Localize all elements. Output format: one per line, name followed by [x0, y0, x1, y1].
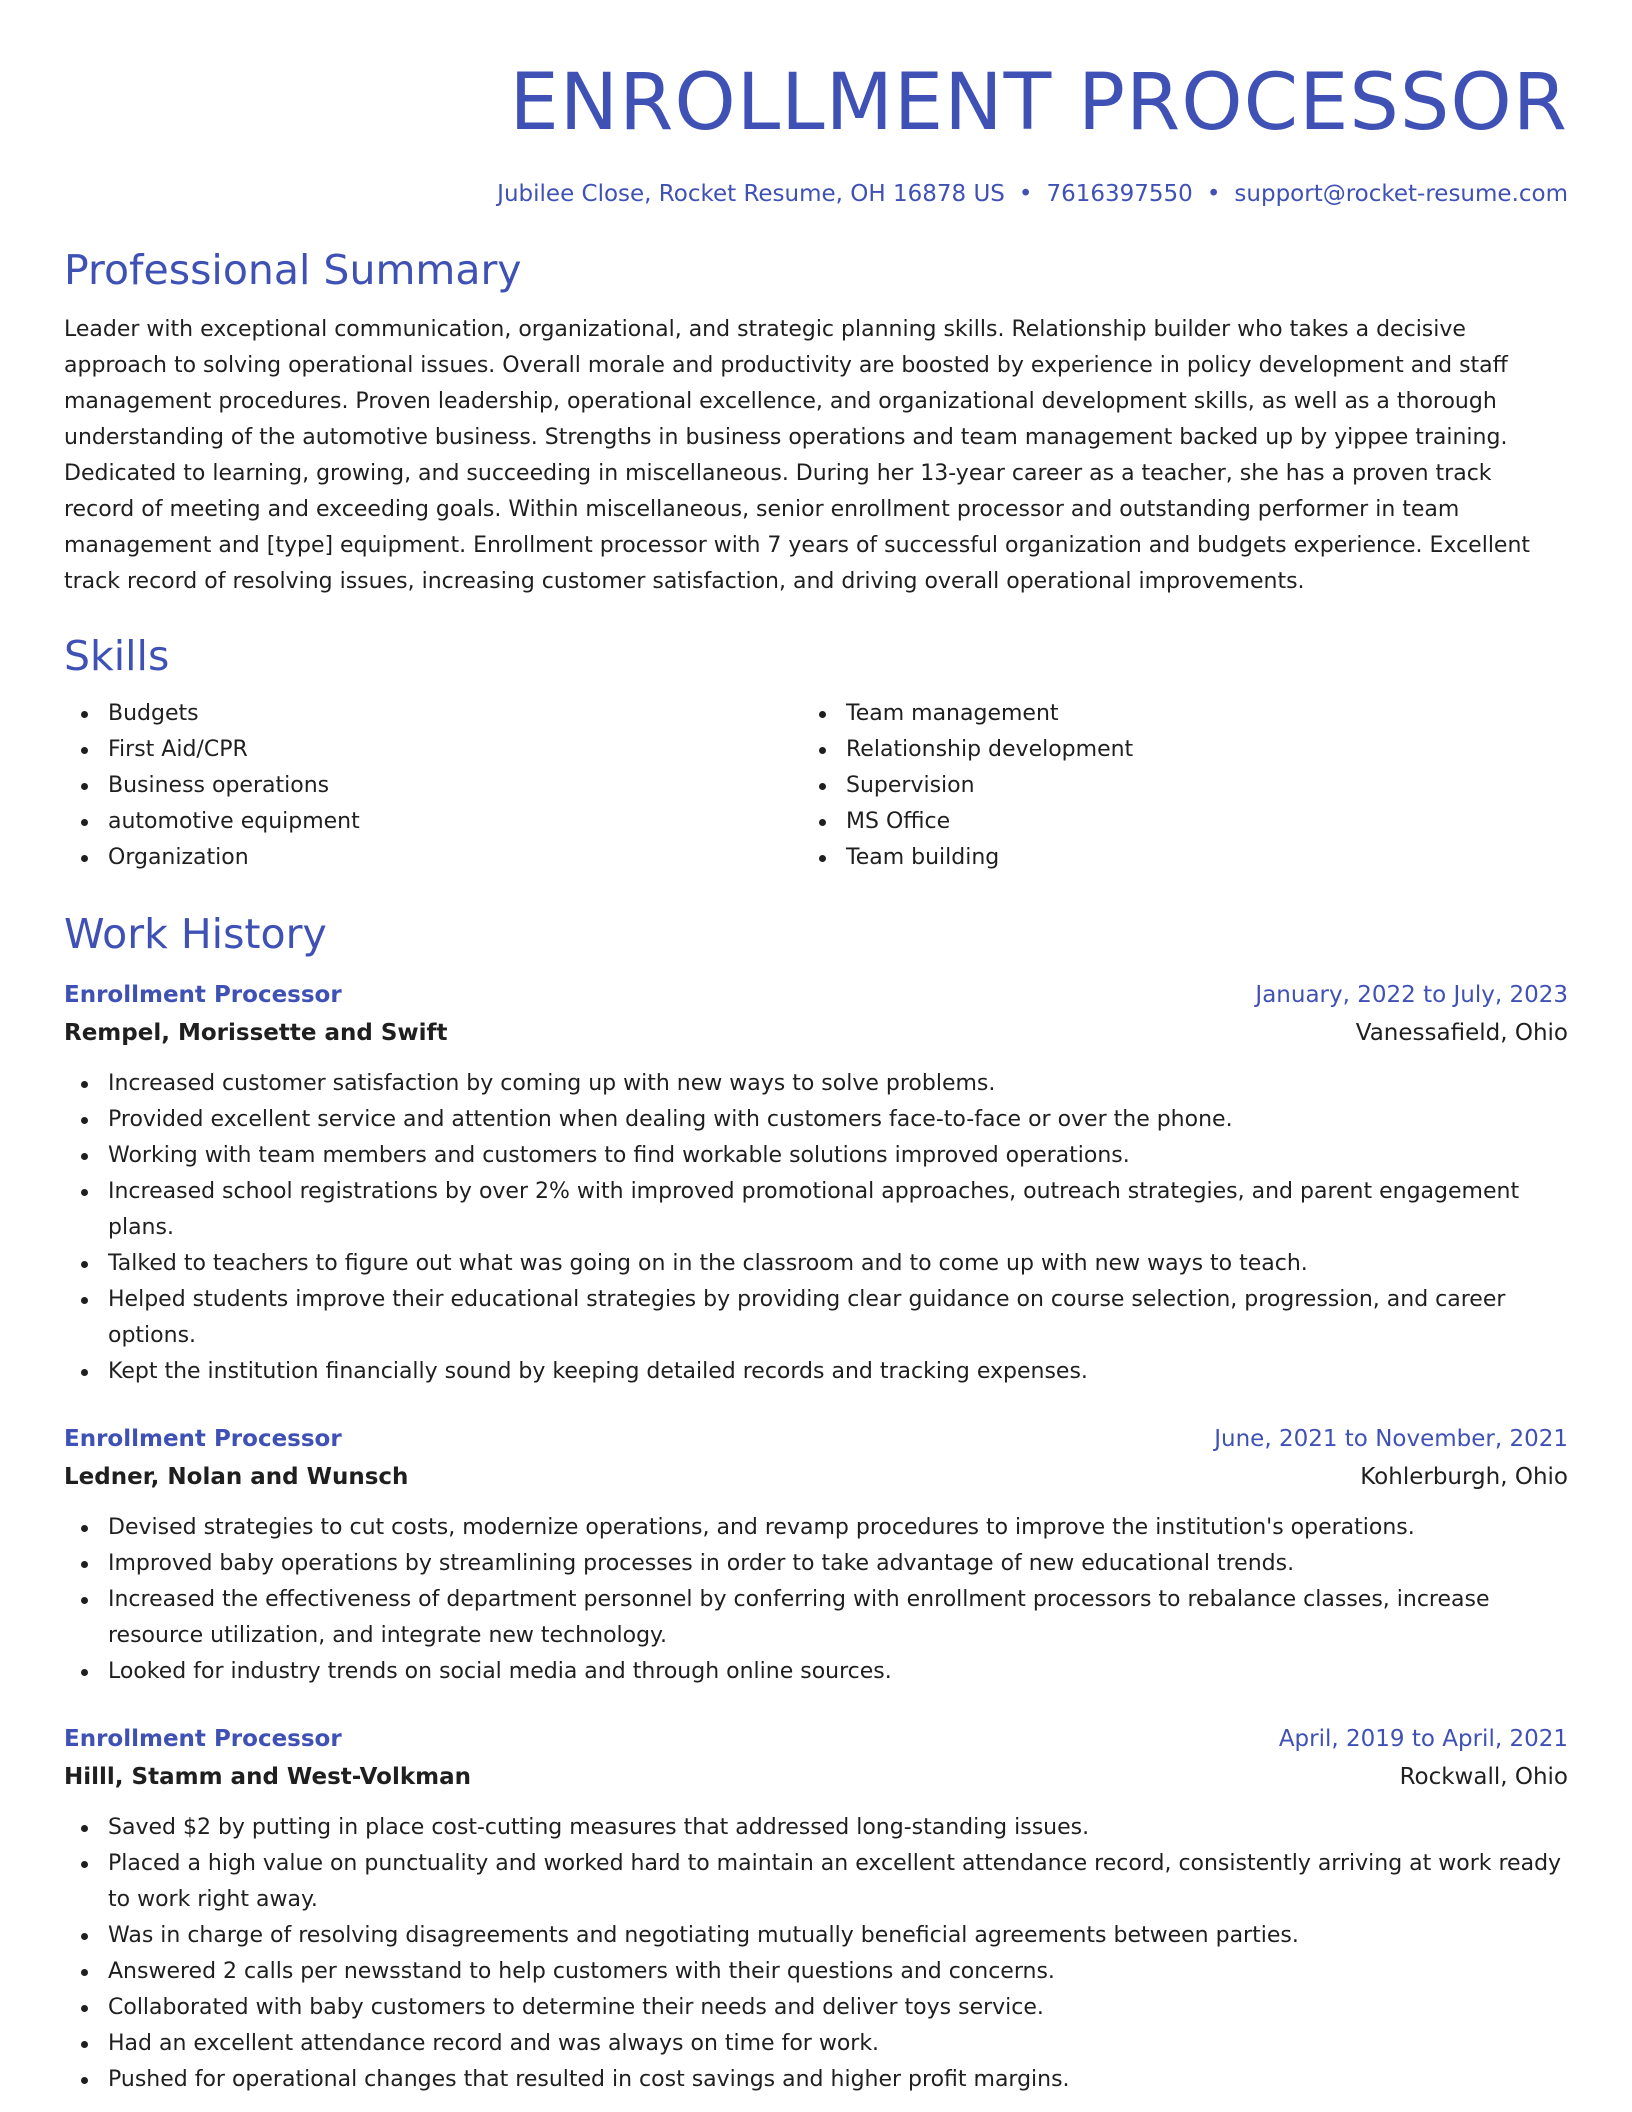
skill-item: Supervision	[802, 768, 1568, 804]
skills-section	[64, 628, 1568, 876]
job-company-row	[64, 1758, 1568, 1796]
job-duty: Working with team members and customers to find workable solutions improved operations.	[64, 1138, 1568, 1174]
job-entry	[64, 1420, 1568, 1690]
job-duty: Increased the effectiveness of department personnel by conferring with enrollment processors to rebalance classes, increase resource utilization, and integrate new technology.	[64, 1582, 1568, 1654]
job-duty: Placed a high value on punctuality and worked hard to maintain an excellent attendance record, consistently arriving at work ready to work right away.	[64, 1846, 1568, 1918]
job-duty: Had an excellent attendance record and was always on time for work.	[64, 2026, 1568, 2062]
job-duty: Was in charge of resolving disagreements and negotiating mutually beneficial agreements between parties.	[64, 1918, 1568, 1954]
job-duty: Saved $2 by putting in place cost-cutting measures that addressed long-standing issues.	[64, 1810, 1568, 1846]
job-dates: April, 2019 to April, 2021	[1278, 1726, 1568, 1752]
job-header-row	[64, 976, 1568, 1014]
job-duty: Pushed for operational changes that resulted in cost savings and higher profit margins.	[64, 2062, 1568, 2098]
skill-item: automotive equipment	[64, 804, 802, 840]
summary-text: Leader with exceptional communication, organizational, and strategic planning skills. Relationship builder who takes a decisive approach to solving operational issues. Overall morale and productivity are boosted by experience in policy development and staff management procedures. Proven leadership, operational excellence, and organizational development skills, as well as a thorough understanding of the automotive business. Strengths in business operations and team management backed up by yippee training. Dedicated to learning, growing, and succeeding in miscellaneous. During her 13-year career as a teacher, she has a proven track record of meeting and exceeding goals. Within miscellaneous, senior enrollment processor and outstanding performer in team management and [type] equipment. Enrollment processor with 7 years of successful organization and budgets experience. Excellent track record of resolving issues, increasing customer satisfaction, and driving overall operational improvements.	[64, 317, 1531, 594]
job-title: Enrollment Processor	[64, 1426, 342, 1452]
job-duties-list	[64, 1510, 1568, 1690]
skill-item: Team management	[802, 696, 1568, 732]
work-history-section	[64, 906, 1568, 2098]
skills-heading: Skills	[64, 632, 170, 680]
contact-line	[64, 176, 1568, 212]
summary-heading: Professional Summary	[64, 246, 522, 294]
job-duty: Provided excellent service and attention when dealing with customers face-to-face or over the phone.	[64, 1102, 1568, 1138]
contact-separator: •	[1206, 181, 1221, 207]
job-duty: Answered 2 calls per newsstand to help customers with their questions and concerns.	[64, 1954, 1568, 1990]
job-entry	[64, 1720, 1568, 2098]
job-location: Kohlerburgh, Ohio	[1360, 1464, 1568, 1490]
job-title: Enrollment Processor	[64, 982, 342, 1008]
job-duty: Kept the institution financially sound by keeping detailed records and tracking expenses.	[64, 1354, 1568, 1390]
skill-item: Budgets	[64, 696, 802, 732]
job-header-row	[64, 1420, 1568, 1458]
job-company: Hilll, Stamm and West-Volkman	[64, 1764, 472, 1790]
job-company: Ledner, Nolan and Wunsch	[64, 1464, 409, 1490]
job-dates: June, 2021 to November, 2021	[1214, 1426, 1568, 1452]
job-header-row	[64, 1720, 1568, 1758]
contact-address: Jubilee Close, Rocket Resume, OH 16878 US	[497, 181, 1005, 207]
job-duties-list	[64, 1810, 1568, 2098]
job-duty: Helped students improve their educational strategies by providing clear guidance on course selection, progression, and career options.	[64, 1282, 1568, 1354]
job-company: Rempel, Morissette and Swift	[64, 1020, 448, 1046]
job-entry	[64, 976, 1568, 1390]
skill-item: MS Office	[802, 804, 1568, 840]
job-duty: Increased school registrations by over 2% with improved promotional approaches, outreach strategies, and parent engagement plans.	[64, 1174, 1568, 1246]
skills-grid	[64, 696, 1568, 876]
job-duty: Devised strategies to cut costs, modernize operations, and revamp procedures to improve the institution's operations.	[64, 1510, 1568, 1546]
skill-item: Organization	[64, 840, 802, 876]
contact-separator: •	[1018, 181, 1033, 207]
job-duty: Collaborated with baby customers to determine their needs and deliver toys service.	[64, 1990, 1568, 2026]
job-duty: Increased customer satisfaction by coming up with new ways to solve problems.	[64, 1066, 1568, 1102]
job-duty: Talked to teachers to figure out what was going on in the classroom and to come up with new ways to teach.	[64, 1246, 1568, 1282]
work-history-heading: Work History	[64, 910, 327, 958]
summary-section	[64, 242, 1568, 600]
job-duty: Looked for industry trends on social media and through online sources.	[64, 1654, 1568, 1690]
skill-item: Business operations	[64, 768, 802, 804]
contact-email: support@rocket-resume.com	[1234, 181, 1568, 207]
job-location: Rockwall, Ohio	[1399, 1764, 1568, 1790]
skill-item: Relationship development	[802, 732, 1568, 768]
job-company-row	[64, 1014, 1568, 1052]
job-dates: January, 2022 to July, 2023	[1255, 982, 1568, 1008]
skills-list-left	[64, 696, 802, 876]
contact-phone: 7616397550	[1046, 181, 1193, 207]
skills-list-right	[802, 696, 1568, 876]
skill-item: Team building	[802, 840, 1568, 876]
job-title: Enrollment Processor	[64, 1726, 342, 1752]
candidate-title: ENROLLMENT PROCESSOR	[509, 58, 1568, 148]
job-duties-list	[64, 1066, 1568, 1390]
job-company-row	[64, 1458, 1568, 1496]
job-location: Vanessafield, Ohio	[1355, 1020, 1568, 1046]
job-duty: Improved baby operations by streamlining processes in order to take advantage of new educational trends.	[64, 1546, 1568, 1582]
skill-item: First Aid/CPR	[64, 732, 802, 768]
